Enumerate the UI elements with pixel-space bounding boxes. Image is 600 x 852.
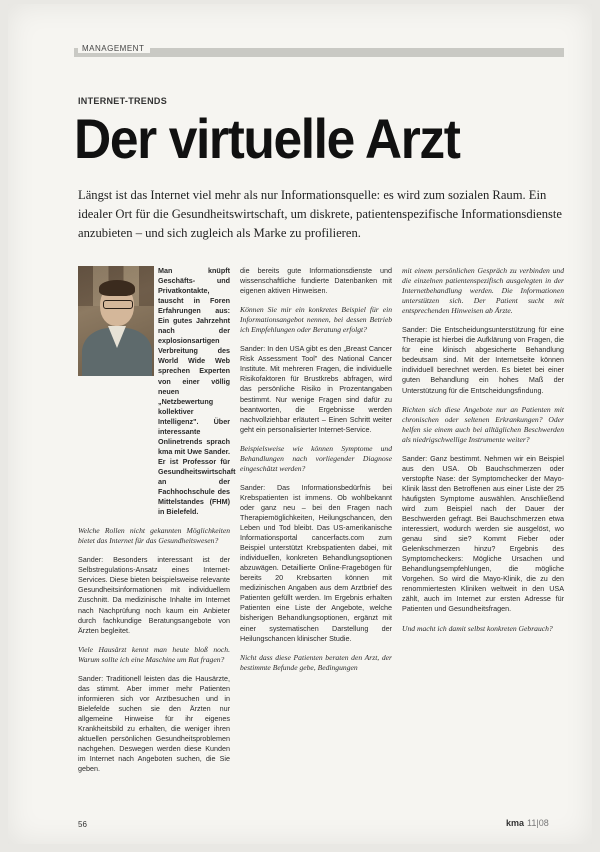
- kicker: INTERNET-TRENDS: [78, 96, 168, 106]
- question: Können Sie mir ein konkretes Beispiel für ein Informationsangebot nennen, bei dessen Betrieb ich Empfehlungen oder Beratung erfolgt?: [240, 305, 392, 335]
- magazine-page: [8, 4, 592, 844]
- column-3: [402, 266, 564, 643]
- question: Richten sich diese Angebote nur an Patienten mit chronischen oder seltenen Erkrankungen? Oder helfen sie einem auch bei alltäglichen Beschwerden als niedrigschwellige Instrumente weiter?: [402, 404, 564, 444]
- question: Beispielsweise wie können Symptome und Behandlungen nach vorliegender Diagnose eingeschätzt werden?: [240, 443, 392, 473]
- column-1: [78, 266, 236, 783]
- brand-name: kma: [506, 818, 525, 828]
- question: Viele Hausärzt kennt man heute bloß noch. Warum sollte ich eine Maschine um Rat fragen?: [78, 644, 230, 664]
- page-number: 56: [78, 820, 87, 829]
- lede-paragraph: Längst ist das Internet viel mehr als nur Informationsquelle: es wird zum sozialen Raum. Ein idealer Ort für die Gesundheitswirtschaft, um diskrete, patientenspezifische Informationsdienste anzubieten – und sich zugleich als Marke zu profilieren.: [78, 188, 563, 240]
- intro-paragraph: Man knüpft Geschäfts- und Privatkontakte, tauscht in Foren Erfahrungen aus: Ein gutes Jahrzehnt nach der explosionsartigen Verbreitung des World Wide Web sprechen Experten von einer völlig neuen „Netzbewertung kollektiver Intelligenz". Über interessante Onlinetrends sprach kma mit Uwe Sander. Er ist Professor für Gesundheitswirtschaft an der Fachhochschule des Mittelstandes (FHM) in Bielefeld.: [158, 266, 236, 517]
- answer: Sander: Das Informationsbedürfnis bei Krebspatienten ist immens. Ob wohlbekannt oder ganz neu – bei den Fragen nach Therapiemöglichkeiten, Heilungschancen, den Leben und Tod bleibt. Das US-amerikanische Informationsportal cancerfacts.com zum Beispiel unterstützt Krebspatienten dabei, mit individuellen, konkreten Behandlungsoptionen abzuwägen. Detaillierte Online-Fragebögen für bereits 20 Krebsarten können mit medizinischen Angaben aus dem Arztbrief des Patienten gefüllt werden. Im Ergebnis erhalten Patienten eine Liste der Angebote, welche bisherigen Behandlungsoptionen, ergänzt mit einer systematischen Darstellung der Heilungschancen klinischer Studie.: [240, 482, 392, 643]
- section-label: MANAGEMENT: [78, 44, 150, 53]
- column-2: [240, 266, 392, 682]
- question: Und macht ich damit selbst konkreten Gebrauch?: [402, 623, 553, 633]
- answer: Sander: Besonders interessant ist der Selbstregulations-Ansatz eines Internet-Services. Diese bieten beispielsweise relevante Gesundheitsinformationen mit individuellem Zuschnitt. Da medizinische Inhalte im Internet nach Nachprüfung noch kaum ein Anbieter durch fachkundige Beratungsangebote von Ärzten begleitet.: [78, 555, 230, 635]
- paragraph: die bereits gute Informationsdienste und wissenschaftliche fundierte Datenbanken mit eigenen aktiven Hinweisen.: [240, 266, 392, 296]
- headline: Der virtuelle Arzt: [74, 107, 460, 170]
- footer-brand: [506, 818, 549, 828]
- question: Nicht dass diese Patienten beraten den Arzt, der bestimmte Befunde gebe, Bedingungen: [240, 652, 392, 672]
- question: Welche Rollen nicht gekannten Möglichkeiten bietet das Internet für das Gesundheitswesen?: [78, 526, 230, 546]
- issue-number: 11|08: [527, 818, 549, 828]
- answer: Sander: Ganz bestimmt. Nehmen wir ein Beispiel aus den USA. Ob Bauchschmerzen oder verstopfte Nase: der Symptomchecker der Mayo-Klinik lässt den Betroffenen aus einer Liste der 25 häufigsten Symptome auswählen. Anschließend wird zum Beispiel nach der Dauer der Beschwerden gefragt. Bei Bauchschmerzen etwa interessiert, wodurch werden sie ausgelöst, wo genau sind sie? Kommt Fieber oder Gelenkschmerzen hinzu? Ergebnis des Symptomcheckers: Mögliche Ursachen und Behandlungsempfehlungen, die mögliche Vorgehen. So wird die Mayo-Klinik, die zu den renommiertesten Kliniken weltweit in den USA zählt, auch im Internet zur ersten Adresse für Patienten und Gesundheitsfragen.: [402, 453, 564, 614]
- answer: Sander: In den USA gibt es den „Breast Cancer Risk Assessment Tool" des National Cancer Institute. Mit mehreren Fragen, die individuelle Risikofaktoren für Brustkrebs abfragen, wird das persönliche Risiko in Prozentangaben bestimmt. Nur wenige Fragen sind dafür zu beantworten, die Ergebnisse werden nachvollziehbar erläutert – Einen Schritt weiter geht ein personalisierter Internet-Service.: [240, 344, 392, 434]
- answer: Sander: Traditionell leisten das die Hausärzte, das stimmt. Aber immer mehr Patienten informieren sich vor Arztbesuchen und in Bielefelde suchen sie den Ärzten nur allgemeine Hinweise für ihr eigenes Krankheitsbild zu erhalten, die weniger ihren aktuellen persönlichen Gesundheitsproblemen nachgehen. Deswegen werden diese Kunden im Internet nach Angeboten suchen, die Sie geben.: [78, 673, 230, 774]
- answer: Sander: Die Entscheidungsunterstützung für eine Therapie ist hierbei die Aufklärung von Fragen, die für eine klinisch abgesicherte Behandlung bedeutsam sind. Mit der Internetseite können individuell berechnet werden. Es bietet bei einer guten Behandlung ein hohes Maß der Unterstützung für die Entscheidungsfindung.: [402, 325, 564, 395]
- question: mit einem persönlichen Gespräch zu verbinden und die einzelnen patientenspezifisch ausgelegten in der Internetbehandlung werden. Die Informationen unterstützen sich. Der Patient sucht mit entsprechenden Hinweisen ab Ärzte.: [402, 266, 564, 316]
